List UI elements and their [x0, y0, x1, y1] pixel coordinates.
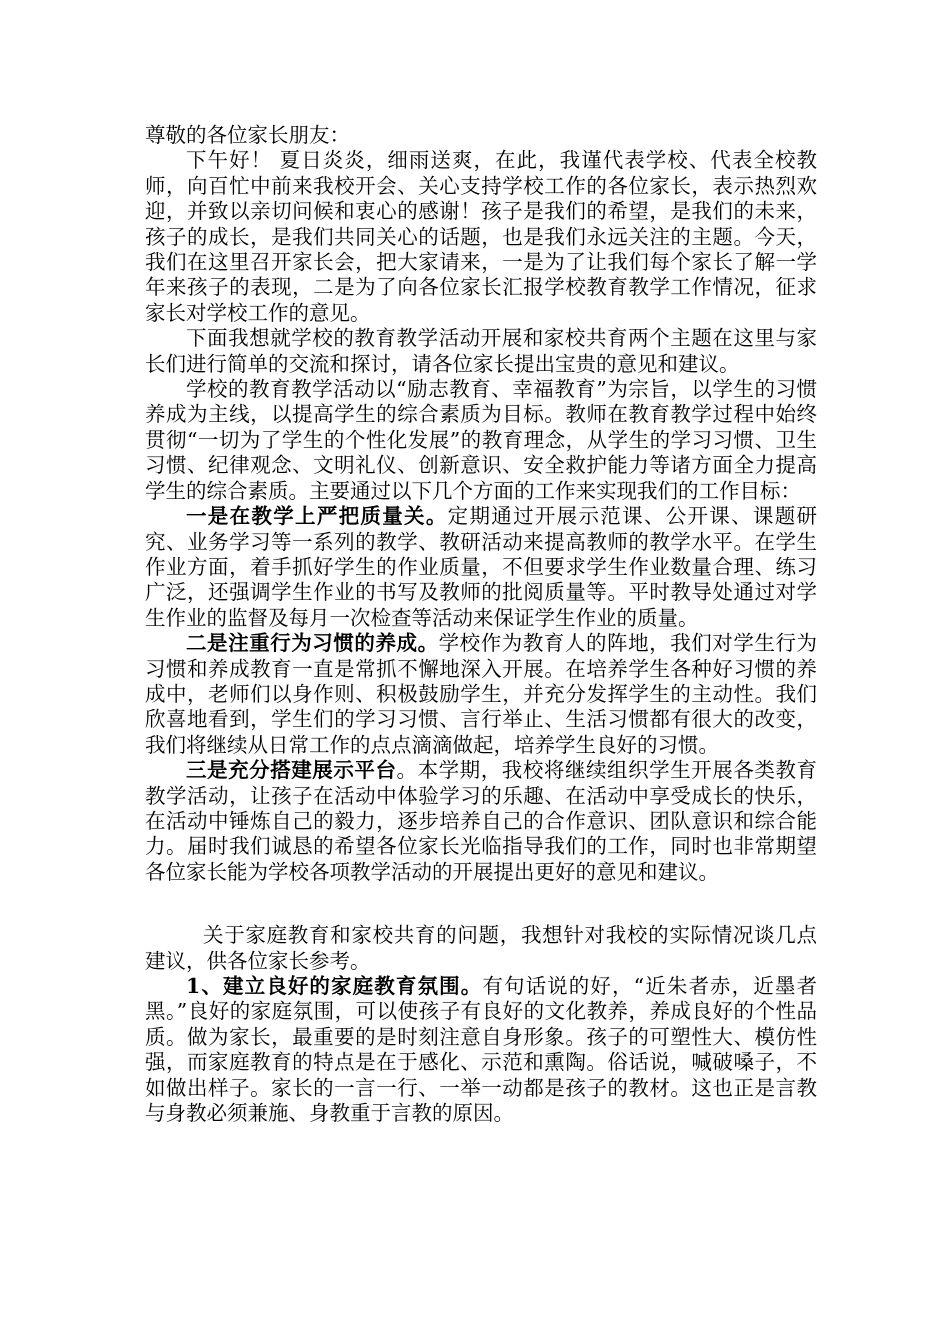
- teaching-quality-text: 定期通过开展示范课、公开课、课题研究、业务学习等一系列的教学、教研活动来提高教师的教学水平。在学生作业方面，着手抓好学生的作业质量，不但要求学生作业数量合理、练习广泛，还强调学生作业的书写及教师的批阅质量等。平时教导处通过对学生作业的监督及每月一次检查等活动来保证学生作业的质量。: [145, 504, 818, 630]
- greeting-paragraph: 下午好！ 夏日炎炎，细雨送爽，在此，我谨代表学校、代表全校教师，向百忙中前来我校开会、关心支持学校工作的各位家长，表示热烈欢迎，并致以亲切问候和衷心的感谢！孩子是我们的希望，是我们的未来，孩子的成长，是我们共同关心的话题，也是我们永远关注的主题。今天，我们在这里召开家长会，把大家请来，一是为了让我们每个家长了解一学年来孩子的表现，二是为了向各位家长汇报学校教育教学工作情况，征求家长对学校工作的意见。: [145, 148, 817, 325]
- topic-intro-paragraph: 下面我想就学校的教育教学活动开展和家校共育两个主题在这里与家长们进行简单的交流和探讨，请各位家长提出宝贵的意见和建议。: [145, 326, 817, 376]
- platform-paragraph: [145, 758, 817, 885]
- school-activities-paragraph: 学校的教育教学活动以“励志教育、幸福教育”为宗旨，以学生的习惯养成为主线，以提高学生的综合素质为目标。教师在教育教学过程中始终贯彻“一切为了学生的个性化发展”的教育理念，从学生的学习习惯、卫生习惯、纪律观念、文明礼仪、创新意识、安全救护能力等诸方面全力提高学生的综合素质。主要通过以下几个方面的工作来实现我们的工作目标：: [145, 377, 817, 503]
- family-education-intro-paragraph: 关于家庭教育和家校共育的问题，我想针对我校的实际情况谈几点建议，供各位家长参考。: [145, 923, 817, 973]
- document-page: [145, 123, 817, 1126]
- teaching-quality-heading: 一是在教学上严把质量关。: [186, 504, 448, 529]
- paragraph-spacer: [145, 885, 817, 923]
- habits-text: 学校作为教育人的阵地，我们对学生行为习惯和养成教育一直是常抓不懈地深入开展。在培养学生各种好习惯的养成中，老师们以身作则、积极鼓励学生，并充分发挥学生的主动性。我们欣喜地看到，学生们的学习习惯、言行举止、生活习惯都有很大的改变，我们将继续从日常工作的点点滴滴做起，培养学生良好的习惯。: [145, 631, 818, 757]
- platform-text: 。本学期，我校将继续组织学生开展各类教育教学活动，让孩子在活动中体验学习的乐趣、在活动中享受成长的快乐，在活动中锤炼自己的毅力，逐步培养自己的合作意识、团队意识和综合能力。届时我们诚恳的希望各位家长光临指导我们的工作，同时也非常期望各位家长能为学校各项教学活动的开展提出更好的意见和建议。: [145, 758, 818, 884]
- teaching-quality-paragraph: [145, 504, 817, 631]
- family-atmosphere-paragraph: [145, 974, 817, 1126]
- habits-paragraph: [145, 631, 817, 758]
- salutation: 尊敬的各位家长朋友：: [145, 123, 350, 147]
- habits-heading: 二是注重行为习惯的养成。: [186, 631, 439, 656]
- family-atmosphere-text: 有句话说的好，“近朱者赤，近墨者黑。”良好的家庭氛围，可以使孩子有良好的文化教养，养成良好的个性品质。做为家长，最重要的是时刻注意自身形象。孩子的可塑性大、模仿性强，而家庭教育的特点是在于感化、示范和熏陶。俗话说，喊破嗓子，不如做出样子。家长的一言一行、一举一动都是孩子的教材。这也正是言教与身教必须兼施、身教重于言教的原因。: [145, 974, 818, 1126]
- family-atmosphere-heading: 1、建立良好的家庭教育氛围。: [186, 974, 483, 998]
- platform-heading: 三是充分搭建展示平台: [186, 758, 397, 783]
